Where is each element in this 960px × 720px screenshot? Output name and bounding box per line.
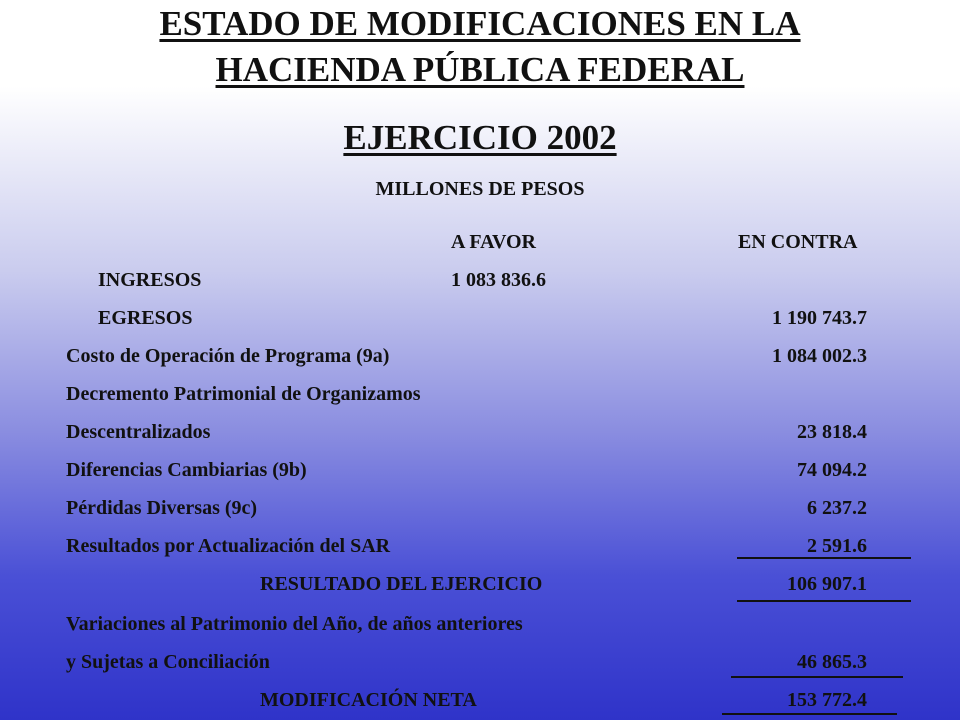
- neta-value: 153 772.4: [787, 689, 867, 711]
- egresos-contra-value: 1 190 743.7: [772, 307, 867, 329]
- ingresos-favor-value: 1 083 836.6: [451, 269, 546, 291]
- item-value: 74 094.2: [797, 459, 867, 481]
- variaciones-rule: [731, 676, 903, 678]
- resultado-rule: [737, 600, 911, 602]
- neta-label: MODIFICACIÓN NETA: [260, 689, 477, 711]
- title-line-1: ESTADO DE MODIFICACIONES EN LA: [159, 4, 801, 43]
- item-label: Decremento Patrimonial de Organizamos: [66, 383, 421, 405]
- item-label: Costo de Operación de Programa (9a): [66, 345, 390, 367]
- resultado-value: 106 907.1: [787, 573, 867, 595]
- ingresos-label: INGRESOS: [98, 269, 202, 291]
- variaciones-label-line-1: Variaciones al Patrimonio del Año, de años anteriores: [66, 613, 523, 635]
- variaciones-value: 46 865.3: [797, 651, 867, 673]
- subtotal-rule: [737, 557, 911, 559]
- egresos-label: EGRESOS: [98, 307, 193, 329]
- title-line-2: HACIENDA PÚBLICA FEDERAL: [215, 50, 745, 89]
- units-label: MILLONES DE PESOS: [375, 178, 585, 200]
- item-label: Descentralizados: [66, 421, 211, 443]
- title-year: EJERCICIO 2002: [343, 118, 617, 157]
- item-label: Pérdidas Diversas (9c): [66, 497, 258, 519]
- neta-rule: [722, 713, 897, 715]
- item-value: 23 818.4: [797, 421, 867, 443]
- column-header-contra: EN CONTRA: [738, 231, 858, 253]
- resultado-label: RESULTADO DEL EJERCICIO: [260, 573, 543, 595]
- item-value: 2 591.6: [807, 535, 867, 557]
- item-label: Resultados por Actualización del SAR: [66, 535, 391, 557]
- item-value: 6 237.2: [807, 497, 867, 519]
- item-value: 1 084 002.3: [772, 345, 867, 367]
- variaciones-label-line-2: y Sujetas a Conciliación: [66, 651, 270, 673]
- item-label: Diferencias Cambiarias (9b): [66, 459, 307, 481]
- column-header-favor: A FAVOR: [451, 231, 536, 253]
